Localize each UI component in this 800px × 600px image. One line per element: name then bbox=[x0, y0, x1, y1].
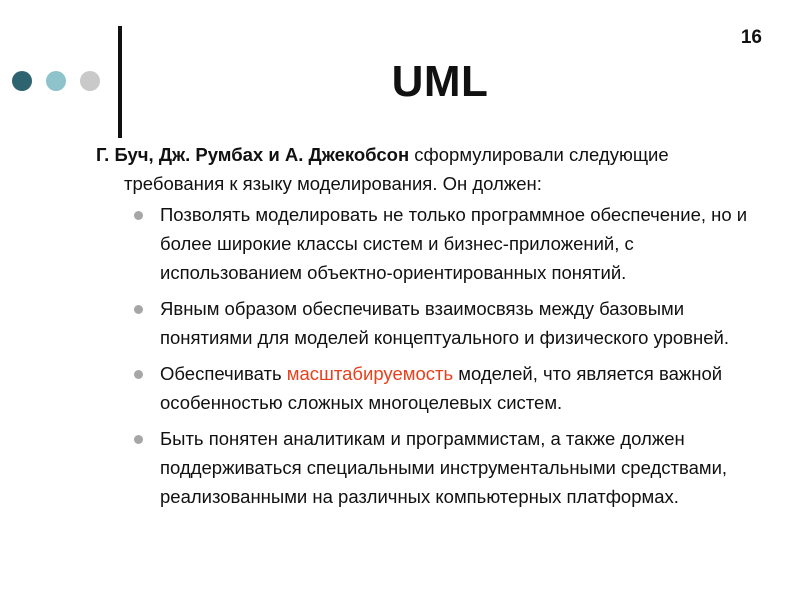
bullet-marker bbox=[134, 211, 143, 220]
bullet-marker bbox=[134, 370, 143, 379]
highlighted-term: масштабируемость bbox=[286, 363, 454, 384]
bullet-text-before: Обеспечивать bbox=[160, 363, 287, 384]
bullet-text: Явным образом обеспечивать взаимосвязь между базовыми понятиями для моделей концептуального и физического уровней. bbox=[160, 298, 729, 348]
authors-text: Г. Буч, Дж. Румбах и А. Джекобсон bbox=[96, 144, 410, 165]
requirements-list bbox=[134, 200, 774, 518]
intro-rest-text: сформулировали следующие требования к языку моделирования. Он должен: bbox=[124, 144, 669, 194]
bullet-marker bbox=[134, 435, 143, 444]
bullet-text: Быть понятен аналитикам и программистам, а также должен поддерживаться специальными инструментальными средствами, реализованными на различных компьютерных платформах. bbox=[160, 428, 728, 507]
slide-title: UML bbox=[391, 57, 489, 106]
bullet-text: Позволять моделировать не только программное обеспечение, но и более широкие классы систем и бизнес-приложений, с использованием объектно-ориентированных понятий. bbox=[160, 204, 748, 283]
page-number: 16 bbox=[740, 27, 762, 48]
bullet-marker bbox=[134, 305, 143, 314]
list-item bbox=[134, 200, 774, 287]
list-item bbox=[134, 359, 774, 417]
list-item bbox=[134, 294, 774, 352]
intro-paragraph bbox=[96, 140, 764, 198]
list-item bbox=[134, 424, 774, 511]
bullet-text-after: моделей, что является важной особенностью сложных многоцелевых систем. bbox=[160, 363, 723, 413]
